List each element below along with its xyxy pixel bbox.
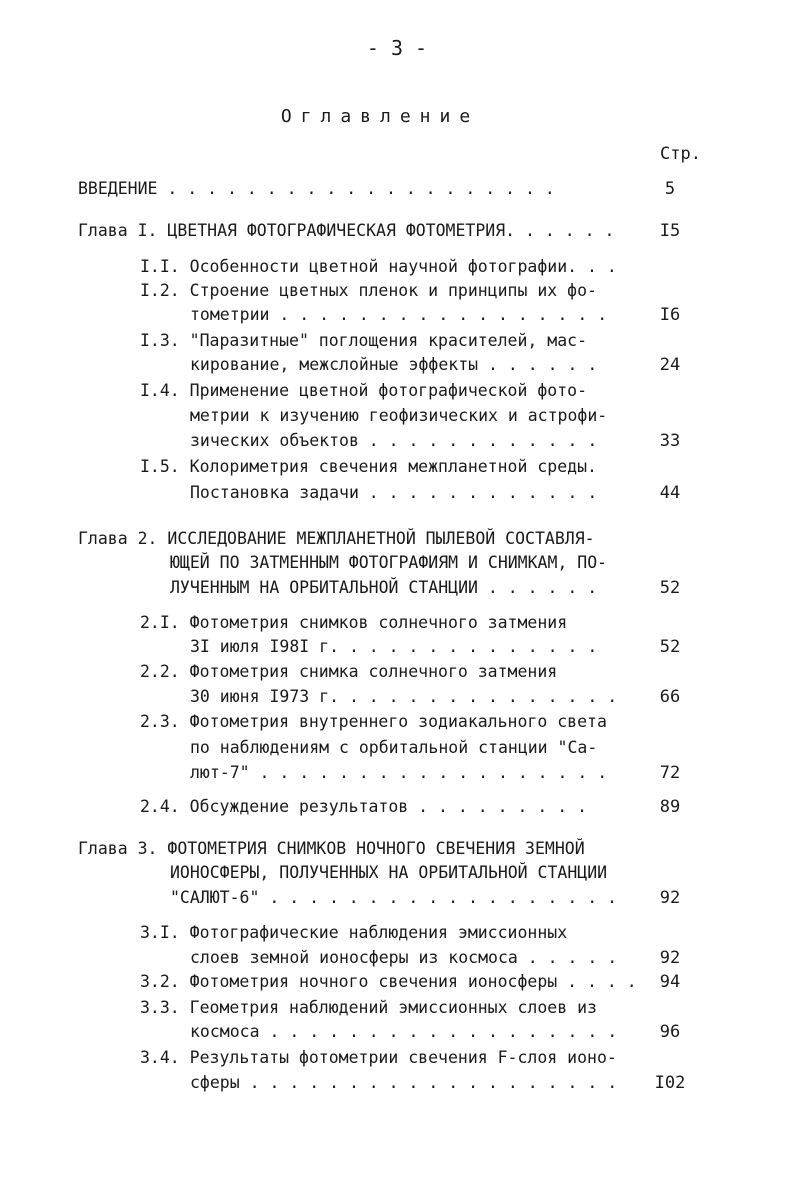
toc-page-ch2: 52 <box>659 578 681 598</box>
toc-section-1-5-line1: I.5. Колориметрия свечения межпланетной среды. <box>140 457 597 476</box>
toc-page-ch1: I5 <box>659 221 681 241</box>
toc-page-1-3: 24 <box>659 355 681 375</box>
toc-chapter-2-heading-line1: Глава 2. ИССЛЕДОВАНИЕ МЕЖПЛАНЕТНОЙ ПЫЛЕВОЙ СОСТАВЛЯ- <box>78 529 595 548</box>
toc-page-ch3: 92 <box>659 888 681 908</box>
toc-page-intro: 5 <box>664 179 676 199</box>
toc-page-2-4: 89 <box>659 797 681 817</box>
toc-section-3-3-line2: космоса . . . . . . . . . . . . . . . . . . <box>190 1022 618 1041</box>
toc-page-1-5: 44 <box>659 483 681 503</box>
toc-section-2-2-line2: 30 июня I973 г. . . . . . . . . . . . . . . <box>190 687 618 706</box>
toc-section-1-5-line2: Постановка задачи . . . . . . . . . . . . <box>190 483 598 502</box>
toc-section-1-4-line2: метрии к изучению геофизических и астрофи- <box>190 406 608 425</box>
toc-section-3-3-line1: 3.3. Геометрия наблюдений эмиссионных слоев из <box>140 998 597 1017</box>
toc-page-3-2: 94 <box>659 972 681 992</box>
toc-chapter-3-heading-line3: "САЛЮТ-6" . . . . . . . . . . . . . . . . . . <box>170 888 618 907</box>
toc-section-1-1: I.I. Особенности цветной научной фотографии. . . <box>140 257 617 276</box>
toc-section-2-1-line2: 3I июля I98I г. . . . . . . . . . . . . . <box>190 637 598 656</box>
toc-section-1-4-line1: I.4. Применение цветной фотографической фото- <box>140 381 588 400</box>
toc-chapter-1-heading: Глава I. ЦВЕТНАЯ ФОТОГРАФИЧЕСКАЯ ФОТОМЕТРИЯ. . . . . . <box>78 221 615 240</box>
toc-section-2-4: 2.4. Обсуждение результатов . . . . . . . . . <box>140 797 588 816</box>
page-number: - 3 - <box>366 36 428 60</box>
toc-chapter-3-heading-line2: ИОНОСФЕРЫ, ПОЛУЧЕННЫХ НА ОРБИТАЛЬНОЙ СТАНЦИИ <box>170 863 608 882</box>
toc-section-1-3-line2: кирование, межслойные эффекты . . . . . . <box>190 355 598 374</box>
toc-section-1-2-line2: тометрии . . . . . . . . . . . . . . . . . <box>190 305 608 324</box>
toc-page-1-2: I6 <box>659 305 681 325</box>
page-column-header: Стр. <box>660 144 701 164</box>
toc-section-3-1-line1: 3.I. Фотографические наблюдения эмиссионных <box>140 923 568 942</box>
toc-section-3-1-line2: слоев земной ионосферы из космоса . . . . . <box>190 948 618 967</box>
toc-section-3-4-line2: сферы . . . . . . . . . . . . . . . . . . . <box>190 1073 618 1092</box>
toc-page-3-4: I02 <box>654 1073 686 1093</box>
toc-section-1-3-line1: I.3. "Паразитные" поглощения красителей, мас- <box>140 331 588 350</box>
toc-section-2-3-line2: по наблюдениям с орбитальной станции "Са- <box>190 738 598 757</box>
toc-section-2-2-line1: 2.2. Фотометрия снимка солнечного затмения <box>140 662 558 681</box>
toc-chapter-3-heading-line1: Глава 3. ФОТОМЕТРИЯ СНИМКОВ НОЧНОГО СВЕЧЕНИЯ ЗЕМНОЙ <box>78 839 585 858</box>
toc-page-3-3: 96 <box>659 1022 681 1042</box>
toc-section-1-4-line3: зических объектов . . . . . . . . . . . . <box>190 431 598 450</box>
toc-page-1-4: 33 <box>659 431 681 451</box>
toc-section-2-3-line1: 2.3. Фотометрия внутреннего зодиакального света <box>140 712 607 731</box>
toc-chapter-2-heading-line3: ЛУЧЕННЫМ НА ОРБИТАЛЬНОЙ СТАНЦИИ . . . . . . <box>170 578 598 597</box>
toc-section-2-3-line3: лют-7" . . . . . . . . . . . . . . . . . . <box>190 763 608 782</box>
toc-page-2-1: 52 <box>659 637 681 657</box>
toc-chapter-2-heading-line2: ЮЩЕЙ ПО ЗАТМЕННЫМ ФОТОГРАФИЯМ И СНИМКАМ, ПО- <box>170 553 608 572</box>
toc-section-3-2: 3.2. Фотометрия ночного свечения ионосферы . . . . <box>140 972 637 991</box>
toc-entry-intro: ВВЕДЕНИЕ . . . . . . . . . . . . . . . . . . . . <box>78 179 555 198</box>
toc-section-3-4-line1: 3.4. Результаты фотометрии свечения F-слоя ионо- <box>140 1048 617 1067</box>
toc-page-2-2: 66 <box>659 687 681 707</box>
toc-title: Оглавление <box>280 106 480 127</box>
toc-page-2-3: 72 <box>659 763 681 783</box>
toc-page-3-1: 92 <box>659 948 681 968</box>
toc-section-2-1-line1: 2.I. Фотометрия снимков солнечного затмения <box>140 613 568 632</box>
toc-section-1-2-line1: I.2. Строение цветных пленок и принципы их фо- <box>140 281 597 300</box>
